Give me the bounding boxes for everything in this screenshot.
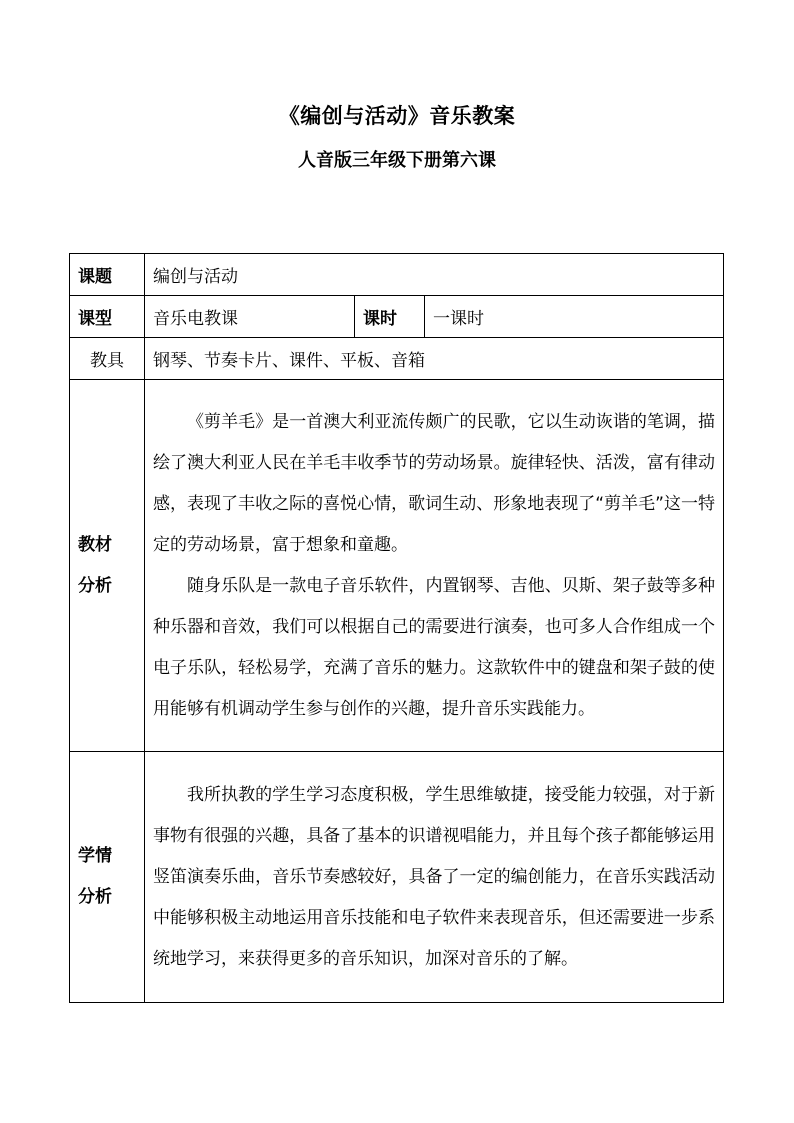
label-material-line2: 分析	[78, 575, 112, 596]
row-tools	[70, 338, 724, 380]
document-subtitle: 人音版三年级下册第六课	[298, 150, 496, 171]
row-students	[70, 752, 724, 1003]
label-students-line1: 学情	[78, 846, 112, 866]
value-material	[145, 380, 724, 752]
row-material	[70, 380, 724, 752]
value-tools: 钢琴、节奏卡片、课件、平板、音箱	[145, 338, 724, 380]
label-tools: 教具	[70, 338, 145, 380]
label-material-line1: 教材	[78, 534, 112, 555]
lesson-plan-table	[69, 253, 724, 1003]
value-students	[145, 752, 724, 1003]
value-type: 音乐电教课	[145, 296, 355, 338]
value-topic: 编创与活动	[145, 254, 724, 296]
students-paragraph-1: 我所执教的学生学习态度积极，学生思维敏捷，接受能力较强，对于新事物有很强的兴趣，具备了基本的识谱视唱能力，并且每个孩子都能够运用竖笛演奏乐曲，音乐节奏感较好，具备了一定的编创能力，在音乐实践活动中能够积极主动地运用音乐技能和电子软件来表现音乐，但还需要进一步系统地学习，来获得更多的音乐知识，加深对音乐的了解。	[153, 784, 715, 969]
label-material	[70, 380, 145, 752]
document-title: 《编创与活动》音乐教案	[278, 103, 516, 128]
label-hours: 课时	[355, 296, 425, 338]
material-paragraph-1: 《剪羊毛》是一首澳大利亚流传颇广的民歌，它以生动诙谐的笔调，描绘了澳大利亚人民在羊毛丰收季节的劳动场景。旋律轻快、活泼，富有律动感，表现了丰收之际的喜悦心情，歌词生动、形象地表现了“剪羊毛”这一特定的劳动场景，富于想象和童趣。	[153, 411, 715, 555]
row-topic	[70, 254, 724, 296]
label-type: 课型	[70, 296, 145, 338]
label-topic: 课题	[70, 254, 145, 296]
material-paragraph-2: 随身乐队是一款电子音乐软件，内置钢琴、吉他、贝斯、架子鼓等多种种乐器和音效，我们可以根据自己的需要进行演奏，也可多人合作组成一个电子乐队，轻松易学，充满了音乐的魅力。这款软件中的键盘和架子鼓的使用能够有机调动学生参与创作的兴趣，提升音乐实践能力。	[153, 575, 715, 719]
row-type	[70, 296, 724, 338]
value-hours: 一课时	[425, 296, 724, 338]
label-students-line2: 分析	[78, 887, 112, 907]
label-students	[70, 752, 145, 1003]
